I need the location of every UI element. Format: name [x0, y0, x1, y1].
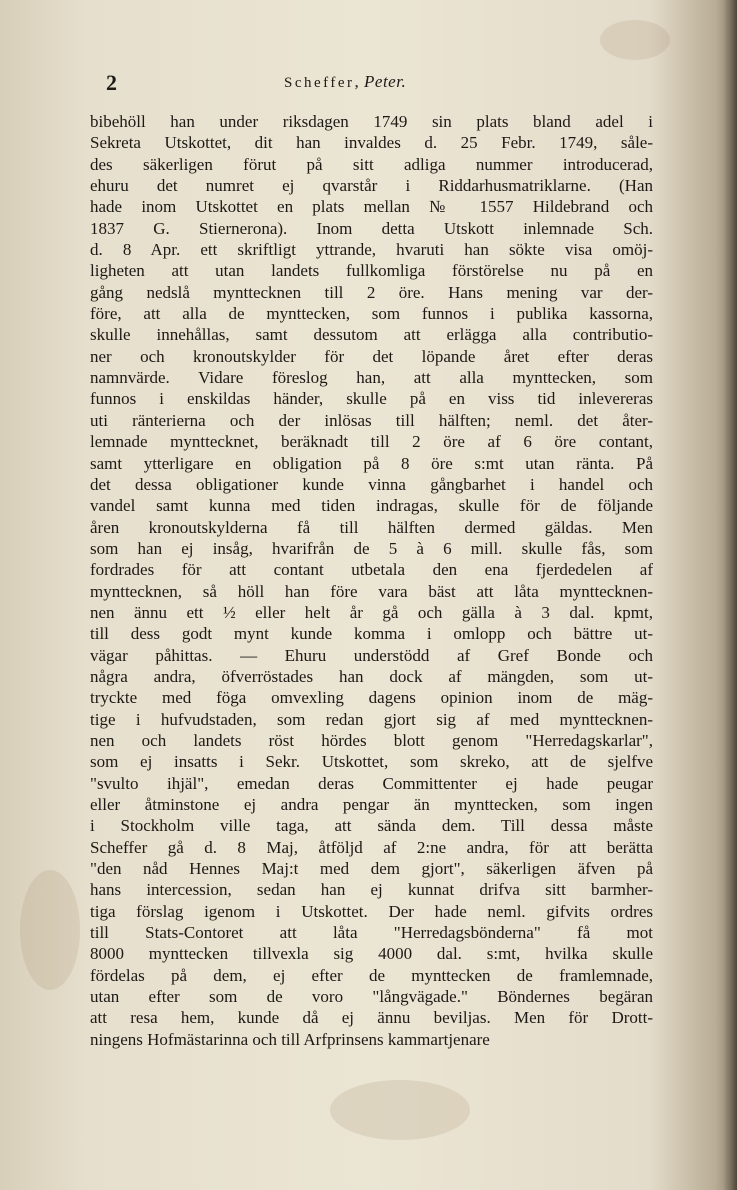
- text-line: mynttecknen, så höll han före vara bäst att låta mynttecknen-: [90, 581, 653, 601]
- text-line: ner och kronoutskylder för det löpande året efter deras: [90, 346, 653, 366]
- text-line: Scheffer gå d. 8 Maj, åtföljd af 2:ne andra, för att berätta: [90, 837, 653, 857]
- text-line: ehuru det numret ej qvarstår i Riddarhusmatriklarne. (Han: [90, 176, 653, 196]
- text-line: ningens Hofmästarinna och till Arfprinsens kammartjenare: [90, 1029, 490, 1049]
- text-line: "svulto ihjäl", emedan deras Committenter ej hade peugar: [90, 773, 653, 793]
- text-line: hans intercession, sedan han ej kunnat drifva sitt barmher-: [90, 880, 653, 900]
- page-number: 2: [106, 70, 117, 95]
- text-line: namnvärde. Vidare föreslog han, att alla mynttecken, som: [90, 368, 653, 388]
- text-line: vägar påhittas. — Ehuru understödd af Gref Bonde och: [90, 645, 653, 665]
- running-head-surname: Scheffer: [284, 75, 355, 91]
- text-line: tryckte med föga omvexling dagens opinion inom de mäg-: [90, 688, 653, 708]
- text-line: det dessa obligationer kunde vinna gångbarhet i handel och: [90, 474, 653, 494]
- text-line: fördelas på dem, ej efter de mynttecken de framlemnade,: [90, 965, 653, 985]
- text-line: tige i hufvudstaden, som redan gjort sig af med mynttecknen-: [90, 709, 653, 729]
- text-line: lemnade mynttecknet, beräknadt till 2 öre af 6 öre contant,: [90, 432, 653, 452]
- text-line: ligheten att utan landets fullkomliga förstörelse nu på en: [90, 261, 653, 281]
- paper-stain: [330, 1080, 470, 1140]
- text-line: som ej insatts i Sekr. Utskottet, som skreko, att de sjelfve: [90, 752, 653, 772]
- text-line: funnos i enskildas händer, skulle på en viss tid inlevereras: [90, 389, 653, 409]
- text-line: eller åtminstone ej andra pengar än mynttecken, som ingen: [90, 795, 653, 814]
- text-line: åren kronoutskylderna få till hälften dermed gäldas. Men: [90, 517, 653, 537]
- text-line: före, att alla de mynttecken, som funnos i publika kassorna,: [90, 304, 653, 324]
- text-line: att resa hem, kunde då ej ännu beviljas. Men för Drott-: [90, 1008, 653, 1028]
- body-text: [90, 111, 653, 1050]
- text-line: till dess godt mynt kunde komma i omlopp och bättre ut-: [90, 624, 653, 644]
- text-line: hade inom Utskottet en plats mellan № 1557 Hildebrand och: [90, 197, 653, 217]
- text-line: fordrades för att contant utbetala den ena fjerdedelen af: [90, 560, 653, 580]
- running-head: Scheffer, Peter.: [284, 72, 407, 91]
- text-line: 1837 G. Stiernerona). Inom detta Utskott inlemnade Sch.: [90, 218, 653, 238]
- text-line: nen ännu ett ½ eller helt år gå och gälla à 3 dal. kpmt,: [90, 602, 653, 622]
- text-line: vandel samt kunna med tiden indragas, skulle för de följande: [90, 496, 653, 516]
- text-line: samt ytterligare en obligation på 8 öre s:mt utan ränta. På: [90, 453, 653, 473]
- text-line: utan efter som de voro "långvägade." Böndernes begäran: [90, 987, 653, 1007]
- text-line: "den nåd Hennes Maj:t med dem gjort", säkerligen äfven på: [90, 859, 653, 879]
- text-line: några andra, öfverröstades han dock af mängden, som ut-: [90, 666, 653, 686]
- text-line: d. 8 Apr. ett skriftligt yttrande, hvaruti han sökte visa omöj-: [90, 240, 653, 260]
- paper-stain: [20, 870, 80, 990]
- text-line: Sekreta Utskottet, dit han invaldes d. 25 Febr. 1749, såle-: [90, 133, 653, 153]
- text-line: uti ränterierna och der inlösas till hälften; neml. det åter-: [90, 410, 653, 430]
- text-line: des säkerligen förut på sitt adliga nummer introducerad,: [90, 154, 653, 174]
- page-header: [106, 70, 676, 100]
- text-line: i Stockholm ville taga, att sända dem. Till dessa måste: [90, 816, 653, 836]
- text-line: skulle innehållas, samt dessutom att erlägga alla contributio-: [90, 325, 653, 345]
- paper-stain: [600, 20, 670, 60]
- text-line: gång nedslå mynttecknen till 2 öre. Hans mening var der-: [90, 282, 653, 302]
- text-line: som han ej insåg, hvarifrån de 5 à 6 mill. skulle fås, som: [90, 538, 653, 558]
- text-line: nen och landets röst hördes blott genom "Herredagskarlar",: [90, 730, 653, 750]
- running-head-given-name: Peter.: [364, 72, 407, 91]
- text-line: bibehöll han under riksdagen 1749 sin plats bland adel i: [90, 112, 653, 131]
- text-line: till Stats-Contoret att låta "Herredagsbönderna" få mot: [90, 923, 653, 943]
- text-line: tiga förslag igenom i Utskottet. Der hade neml. gifvits ordres: [90, 901, 653, 921]
- text-line: 8000 mynttecken tillvexla sig 4000 dal. s:mt, hvilka skulle: [90, 944, 653, 964]
